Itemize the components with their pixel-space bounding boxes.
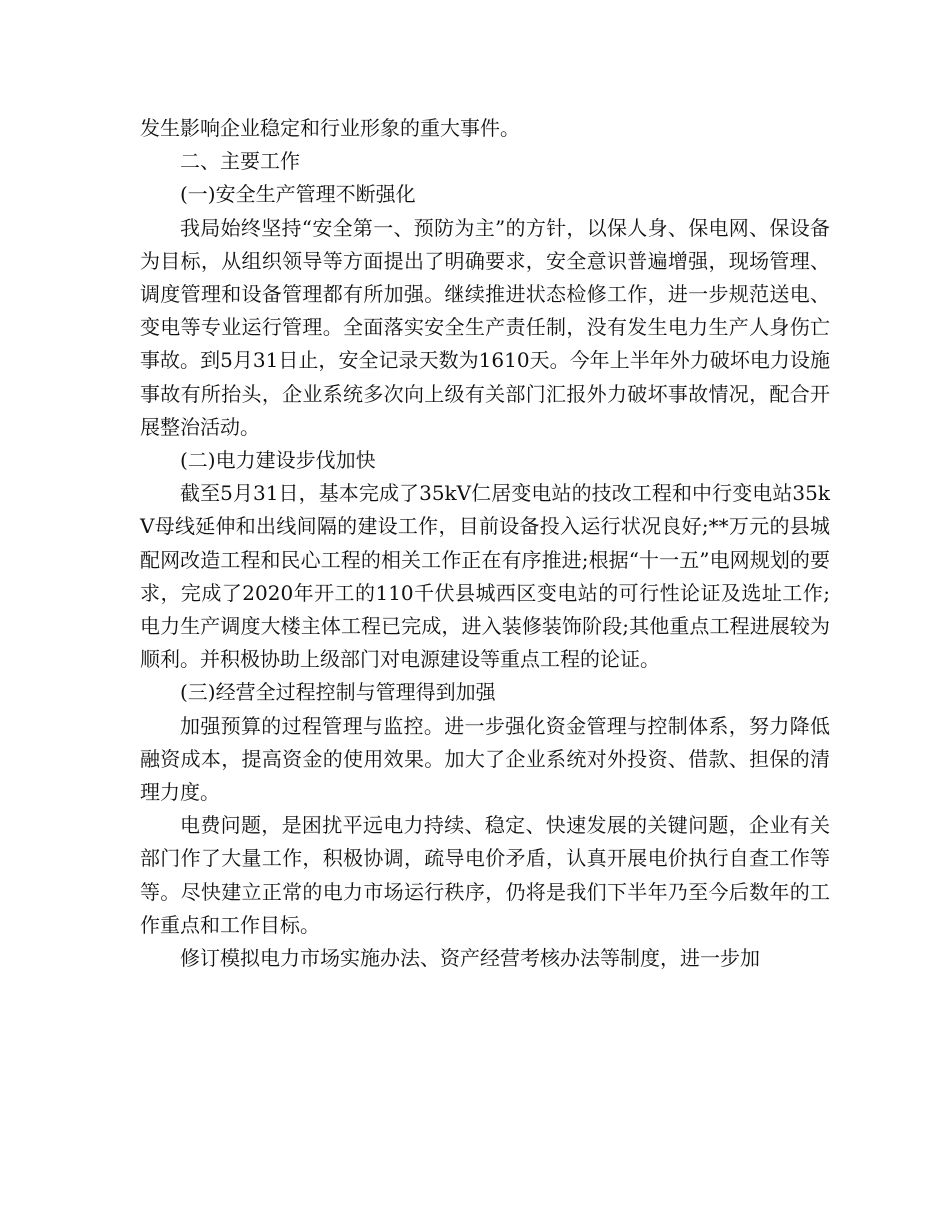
paragraph-budget: 加强预算的过程管理与监控。进一步强化资金管理与控制体系，努力降低融资成本，提高资金的使用效果。加大了企业系统对外投资、借款、担保的清理力度。 <box>140 713 830 805</box>
paragraph-continuation: 发生影响企业稳定和行业形象的重大事件。 <box>140 116 520 140</box>
paragraph-safety: 我局始终坚持“安全第一、预防为主”的方针，以保人身、保电网、保设备为目标，从组织领导等方面提出了明确要求，安全意识普遍增强，现场管理、调度管理和设备管理都有所加强。继续推进状态检修工作，进一步规范送电、变电等专业运行管理。全面落实安全生产责任制，没有发生电力生产人身伤亡事故。到5月31日止，安全记录天数为1610天。今年上半年外力破坏电力设施事故有所抬头，企业系统多次向上级有关部门汇报外力破坏事故情况，配合开展整治活动。 <box>140 215 830 439</box>
subsection-heading-safety: (一)安全生产管理不断强化 <box>180 182 416 207</box>
section-heading-main-work: 二、主要工作 <box>180 149 300 174</box>
paragraph-revision: 修订模拟电力市场实施办法、资产经营考核办法等制度，进一步加 <box>180 946 760 971</box>
subsection-heading-construction: (二)电力建设步伐加快 <box>180 448 376 473</box>
paragraph-construction: 截至5月31日，基本完成了35kV仁居变电站的技改工程和中行变电站35kV母线延伸和出线间隔的建设工作，目前设备投入运行状况良好;**万元的县城配网改造工程和民心工程的相关工作正在有序推进;根据“十一五”电网规划的要求，完成了2020年开工的110千伏县城西区变电站的可行性论证及选址工作;电力生产调度大楼主体工程已完成，进入装修装饰阶段;其他重点工程进展较为顺利。并积极协助上级部门对电源建设等重点工程的论证。 <box>140 481 830 672</box>
subsection-heading-operations: (三)经营全过程控制与管理得到加强 <box>180 680 496 705</box>
document-body <box>140 112 830 975</box>
paragraph-electricity-fees: 电费问题，是困扰平远电力持续、稳定、快速发展的关键问题，企业有关部门作了大量工作，积极协调，疏导电价矛盾，认真开展电价执行自查工作等等。尽快建立正常的电力市场运行秩序，仍将是我们下半年乃至今后数年的工作重点和工作目标。 <box>140 813 830 937</box>
